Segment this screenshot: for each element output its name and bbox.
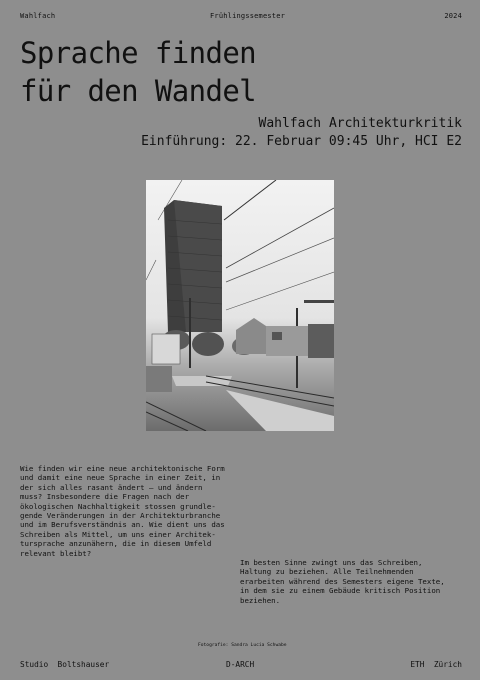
secondary-text: [240, 558, 445, 605]
subtitle-line-2: Einführung: 22. Februar 09:45 Uhr, HCI E2: [141, 134, 462, 149]
intro-line: und damit eine neue Sprache in einer Zeit, in: [20, 473, 221, 483]
intro-line: Schreiben als Mittel, um uns einer Architek-: [20, 529, 216, 539]
secondary-line: beziehen.: [240, 595, 281, 605]
intro-line: und im Berufsverständnis an. Wie dient uns das: [20, 520, 225, 530]
intro-line: relevant bleibt?: [20, 548, 92, 558]
footer-right: ETH Zürich: [410, 660, 462, 669]
header-center: Frühlingssemester: [210, 12, 286, 20]
secondary-line: Haltung zu beziehen. Alle Teilnehmenden: [240, 567, 414, 577]
photo-illustration: [146, 180, 334, 431]
intro-line: gende Veränderungen in der Architekturbranche: [20, 511, 221, 521]
intro-line: muss? Insbesondere die Fragen nach der: [20, 492, 190, 502]
architecture-photo: [146, 180, 334, 431]
secondary-line: Im besten Sinne zwingt uns das Schreiben,: [240, 558, 423, 567]
intro-line: Wie finden wir eine neue architektonische Form: [20, 464, 225, 473]
photo-credit: Fotografie: Sandra Lucia Schwabe: [198, 643, 287, 648]
footer-center: D-ARCH: [226, 660, 255, 669]
subtitle-line-1: Wahlfach Architekturkritik: [258, 116, 462, 131]
intro-line: ökologischen Nachhaltigkeit stossen grundle-: [20, 501, 216, 511]
secondary-line: in dem sie zu einem Gebäude kritisch Position: [240, 586, 441, 596]
secondary-line: erarbeiten während des Semesters eigene Texte,: [240, 576, 445, 586]
poster-title: [20, 34, 256, 110]
header-right: 2024: [444, 12, 462, 20]
footer-left: Studio Boltshauser: [20, 660, 110, 669]
header-left: Wahlfach: [20, 12, 56, 20]
intro-line: der sich alles rasant ändert – und ändern: [20, 482, 203, 492]
title-line-1: Sprache finden: [20, 36, 257, 70]
title-line-2: für den Wandel: [20, 74, 257, 108]
intro-text: [20, 464, 225, 558]
intro-line: tursprache anzunähern, die in diesem Umfeld: [20, 539, 212, 549]
